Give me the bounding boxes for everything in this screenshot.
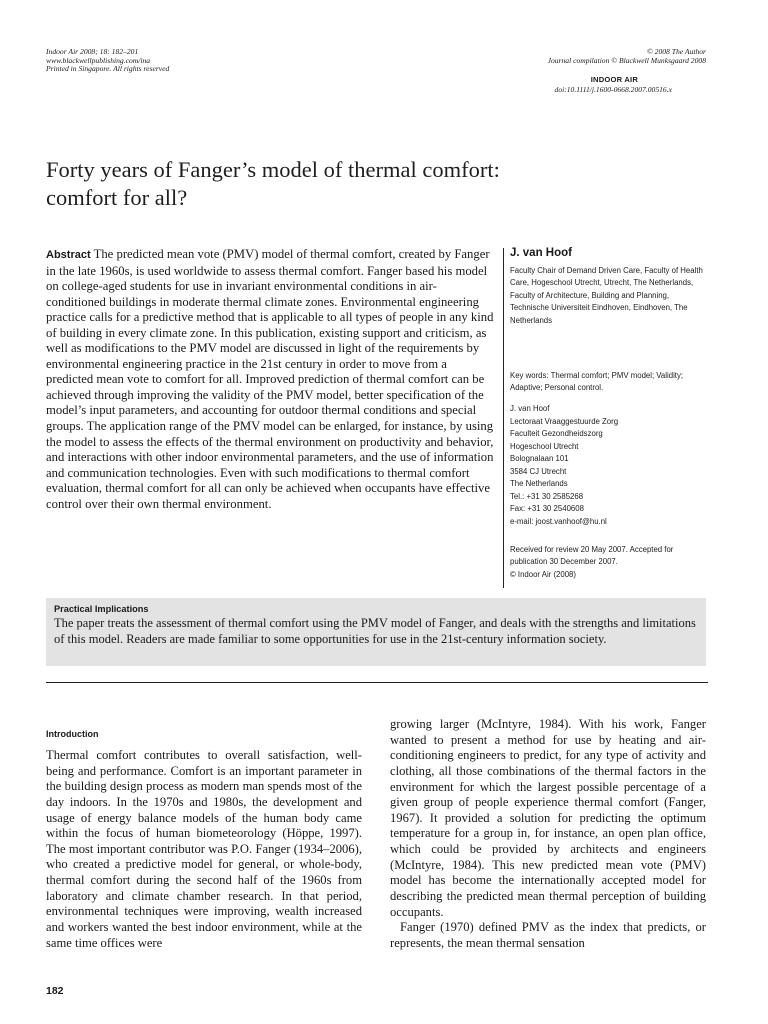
citation-line: www.blackwellpublishing.com/ina [46, 55, 151, 65]
received-line: publication 30 December 2007. [510, 557, 618, 567]
paragraph: Fanger (1970) defined PMV as the index that predicts, or represents, the mean thermal sensation [390, 920, 706, 950]
paper-title [46, 156, 646, 212]
address-line: Tel.: +31 30 2585268 [510, 491, 584, 501]
title-line: comfort for all? [46, 185, 188, 210]
received-line: © Indoor Air (2008) [510, 569, 576, 579]
address-line: Fax: +31 30 2540608 [510, 504, 584, 513]
practical-implications-text: The paper treats the assessment of thermal comfort using the PMV model of Fanger, and deals with the strengths and limitations of this model. Readers are made familiar to some opportunities for use in the 21st-century information society. [54, 616, 696, 646]
introduction-heading: Introduction [46, 729, 99, 739]
title-line: Forty years of Fanger’s model of thermal comfort: [46, 157, 500, 182]
keywords-line: Key words: Thermal comfort; PMV model; Validity; [510, 371, 684, 380]
correspondence-address [510, 403, 710, 528]
address-line: Faculteit Gezondheidszorg [510, 429, 603, 438]
journal-citation [46, 48, 169, 74]
received-dates [510, 544, 710, 581]
author-affiliation [510, 265, 710, 327]
author-name: J. van Hoof [510, 247, 572, 259]
section-divider [46, 682, 708, 683]
abstract [46, 247, 496, 512]
affiliation-line: Faculty Chair of Demand Driven Care, Faculty of Health [510, 266, 703, 275]
affiliation-line: Netherlands [510, 315, 553, 325]
address-line: Bolognalaan 101 [510, 454, 569, 463]
doi: doi:10.1111/j.1600-0668.2007.00516.x [554, 85, 672, 94]
paragraph: growing larger (McIntyre, 1984). With his work, Fanger wanted to present a method for use by heating and air-conditioning engineers to predict, for any type of activity and clothing, all those combinations of the thermal factors in the environment for which the largest possible percentage of a given group of people experience thermal comfort (Fanger, 1967). It provided a solution for predicting the optimum temperature for a group in, for instance, an open plan office, which could be provided by architects and engineers (McIntyre, 1984). This new predicted mean vote (PMV) model has become the internationally accepted model for describing the predicted mean thermal perception of building occupants. [390, 717, 706, 919]
introduction-right-column [390, 717, 706, 951]
copyright-line: Journal compilation © Blackwell Munksgaard 2008 [547, 55, 706, 65]
affiliation-line: Technische Universiteit Eindhoven, Eindhoven, The [510, 303, 688, 313]
received-line: Received for review 20 May 2007. Accepted for [510, 545, 674, 554]
page-number: 182 [46, 985, 64, 997]
column-divider [503, 248, 504, 588]
keywords-line: Adaptive; Personal control. [510, 383, 604, 393]
abstract-text: The predicted mean vote (PMV) model of thermal comfort, created by Fanger in the late 1960s, is used worldwide to assess thermal comfort. Fanger based his model on college-aged students for use in invariant environmental conditions in air-conditioned buildings in moderate thermal climate zones. Environmental engineering practice calls for a predictive method that is applicable to all types of people in any kind of building in every climate zone. In this publication, existing support and criticism, as well as modifications to the PMV model are discussed in light of the requirements by environmental engineering practice in the 21st century in order to move from a predicted mean vote to comfort for all. Improved prediction of thermal comfort can be achieved through improving the validity of the PMV model, better specification of the model’s input parameters, and accounting for outdoor thermal conditions and special groups. The application range of the PMV model can be enlarged, for instance, by using the model to assess the effects of the thermal environment on productivity and behavior, and interactions with other indoor environmental parameters, and the use of information and communication technologies. Even with such modifications to thermal comfort evaluation, thermal comfort for all can only be achieved when occupants have effective control over their own thermal environment. [46, 247, 494, 511]
keywords [510, 370, 710, 395]
practical-implications-title: Practical Implications [54, 604, 149, 614]
address-line: Lectoraat Vraaggestuurde Zorg [510, 416, 619, 426]
citation-line: Printed in Singapore. All rights reserved [46, 64, 170, 74]
introduction-left-column: Thermal comfort contributes to overall satisfaction, well-being and performance. Comfort is an important parameter in the building design process as modern man spends most of the day indoors. In the 1970s and 1980s, the development and usage of energy balance models of the human body came within the focus of human biometeorology (Höppe, 1997). The most important contributor was P.O. Fanger (1934–2006), who created a predictive model for general, or whole-body, thermal comfort during the second half of the 1960s from laboratory and climate chamber research. In that period, environmental techniques were improving, wealth increased and workers wanted the best indoor environment, while at the same time offices were [46, 748, 362, 950]
copyright-notice [548, 48, 706, 65]
affiliation-line: Care, Hogeschool Utrecht, Utrecht, The Netherlands, [510, 278, 694, 288]
abstract-label: Abstract [46, 249, 91, 261]
address-line: J. van Hoof [510, 404, 550, 413]
copyright-line: © 2008 The Author [647, 47, 706, 56]
address-line: Hogeschool Utrecht [510, 441, 579, 451]
journal-name: INDOOR AIR [590, 75, 638, 84]
address-line: 3584 CJ Utrecht [510, 466, 567, 476]
affiliation-line: Faculty of Architecture, Building and Planning, [510, 290, 670, 300]
address-line: The Netherlands [510, 479, 568, 488]
email-line: e-mail: joost.vanhoof@hu.nl [510, 516, 607, 526]
citation-line: Indoor Air 2008; 18: 182–201 [46, 47, 139, 56]
